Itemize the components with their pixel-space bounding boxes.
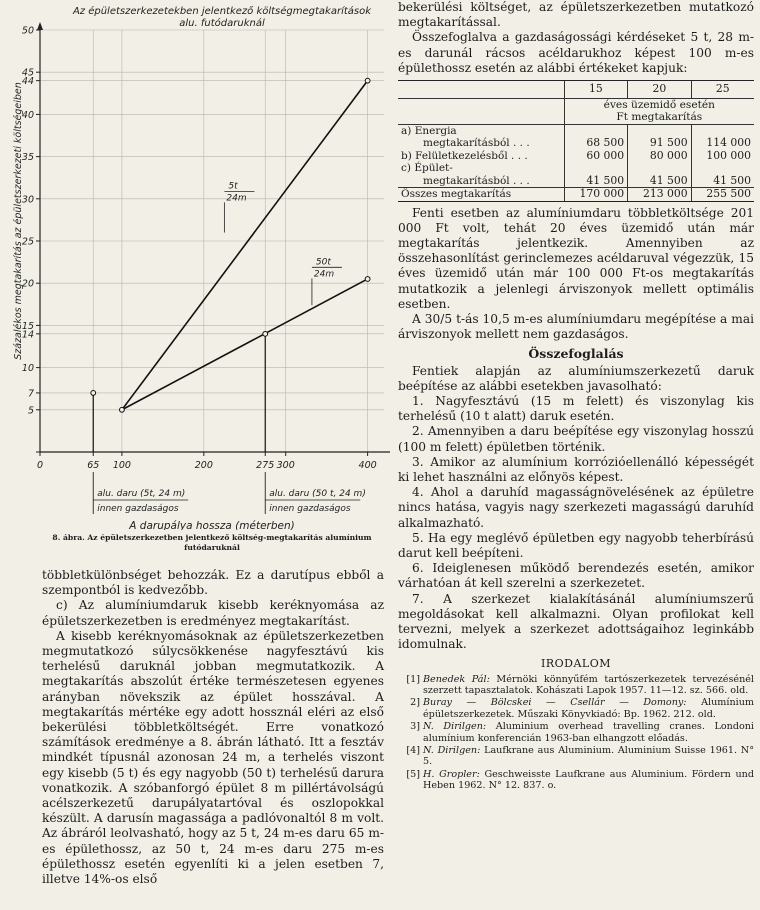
reference-number: [5]	[406, 768, 420, 780]
reference-item	[398, 721, 754, 744]
table-row	[398, 150, 754, 163]
paragraph: többletkülönbséget behozzák. Ez a darutípus ebből a szempontból is kedvezőbb.	[42, 568, 384, 598]
x-tick-label: 300	[276, 460, 295, 471]
subheader-line: éves üzemidő esetén	[603, 98, 715, 111]
y-tick-label: 7	[27, 388, 34, 400]
summary-intro: Fentiek alapján az alumíniumszerkezetű daruk beépítése az alábbi esetekben javasolható:	[398, 363, 754, 393]
list-item: 5. Ha egy meglévő épületben egy nagyobb teherbírású darut kell beépíteni.	[398, 530, 754, 560]
reference-title: Mérnöki könnyűfém tartószerkezetek tervezésénél szerzett tapasztalatok. Kohászati Lapok 1957. 11—12. sz. 566. old.	[423, 673, 755, 697]
table-row	[398, 162, 754, 188]
row-label: b) Felületkezelésből . . .	[401, 149, 528, 162]
total-cell: 170 000	[564, 188, 627, 202]
list-item: 3. Amikor az alumínium korrózióellenálló képességét ki lehet használni az előnyös képest.	[398, 454, 754, 484]
total-cell: 255 500	[691, 188, 754, 202]
y-tick-label: 25	[21, 236, 34, 248]
paragraph: Fenti esetben az alumíniumdaru többletköltsége 201 000 Ft volt, tehát 20 éves üzemidő után már megtakarítás jelentkezik. Amennyiben az összehasonlítást gerinclemezes acéldaruval végezzük, 15 éves üzemidő után már 100 000 Ft-os megtakarítás mutatkozik a jelenlegi árviszonyok mellett optimális esetben.	[398, 205, 754, 311]
references-list	[398, 674, 754, 792]
y-tick-label: 44	[21, 76, 34, 88]
annotation-text: alu. daru (5t, 24 m)	[97, 489, 186, 499]
reference-author: Buray — Bölcskei — Csellár — Domony:	[423, 697, 687, 709]
row-label-line: megtakarításból . . .	[423, 137, 530, 150]
reference-number: 2]	[410, 697, 420, 709]
y-tick-label: 20	[21, 278, 34, 290]
table-row	[398, 124, 754, 150]
row-label-line: megtakarításból . . .	[423, 174, 530, 187]
table-header-row	[398, 81, 754, 99]
figure-8	[12, 0, 402, 545]
x-tick-label: 100	[112, 460, 131, 471]
annotation-text: alu. daru (50 t, 24 m)	[269, 489, 366, 499]
x-tick-label: 0	[36, 460, 44, 471]
cell: 60 000	[564, 150, 627, 163]
cell: 100 000	[691, 150, 754, 163]
cell: 80 000	[628, 150, 691, 163]
list-item: 1. Nagyfesztávú (15 m felett) és viszonylag kis terhelésű (10 t alatt) daruk esetén.	[398, 393, 754, 424]
annotation-text: innen gazdaságos	[269, 504, 351, 514]
reference-author: N. Dirilgen:	[423, 745, 481, 757]
chart-subtitle: alu. futódaruknál	[179, 18, 265, 29]
y-axis-arrow	[37, 22, 43, 30]
row-label	[398, 124, 564, 150]
row-label-line: c) Épület-	[401, 162, 453, 175]
data-point	[91, 391, 96, 396]
list-item: 6. Ideiglenesen működő berendezés esetén, amikor várhatóan át kell szerelni a szerkezetet.	[398, 561, 754, 591]
series-label: 50t	[315, 257, 331, 268]
paragraph: Összefoglalva a gazdaságossági kérdéseket 5 t, 28 m-es darunál rácsos acéldarukhoz képest 100 m-es épülethossz esetén az alábbi értékeket kapjuk:	[398, 30, 754, 75]
series-label: 24m	[313, 269, 335, 280]
year-header: 15	[564, 81, 627, 99]
cell: 68 500	[564, 124, 627, 150]
total-cell: 213 000	[628, 188, 691, 202]
paragraph: A kisebb keréknyomásoknak az épületszerkezetben megmutatkozó súlycsökkenése nagyfesztávú kis terhelésű daruknál jobban megmutatkozik. A megtakarítás abszolút értéke természetesen egyenes arányban növekszik az épület hosszával. A megtakarítás mértéke egy adott hossznál eléri az első bekerülési többletköltségét. Erre vonatkozó számítások eredménye a 8. ábrán látható. Itt a fesztáv mindkét típusnál azonosan 24 m, a terhelés viszont egy kisebb (5 t) és egy nagyobb (50 t) terhelésű darura vonatkozik. A szóbanforgó épület 8 m pillértávolságú acélszerkezetű darupályatartóval és oszlopokkal készült. A darusín magassága a padlóvonaltól 8 m volt. Az ábráról leolvasható, hogy az 5 t, 24 m-es daru 65 m-es épülethossz, az 50 t, 24 m-es daru 275 m-es épülethossz esetén egyenlíti ki a jelen esetben 7, illetve 14%-os első	[42, 628, 384, 887]
reference-number: 3]	[410, 721, 420, 733]
y-tick-label: 35	[21, 152, 34, 164]
left-body-text	[42, 568, 384, 887]
y-tick-label: 30	[21, 194, 34, 206]
year-header: 25	[691, 81, 754, 99]
x-tick-label: 400	[358, 460, 377, 471]
cell: 41 500	[628, 162, 691, 188]
year-header: 20	[628, 81, 691, 99]
y-tick-label: 5	[27, 405, 34, 417]
reference-number: [1]	[406, 673, 420, 685]
paragraph: c) Az alumíniumdaruk kisebb keréknyomása az épületszerkezetben is eredményez megtakarítást.	[42, 598, 384, 628]
references-heading: IRODALOM	[541, 657, 611, 671]
row-label	[398, 162, 564, 188]
summary-heading: Összefoglalás	[528, 346, 624, 362]
y-axis-label: Százalékos megtakarítás az épületszerkezeti költségeiben	[13, 82, 24, 360]
summary-list	[398, 394, 754, 652]
figure-caption: 8. ábra. Az épületszerkezetben jelentkező költség-megtakarítás alumínium futódaruknál	[52, 533, 372, 552]
reference-author: Benedek Pál:	[423, 673, 490, 685]
reference-item	[398, 769, 754, 792]
reference-text	[423, 745, 754, 768]
data-point	[365, 78, 370, 83]
series-line-5t	[122, 81, 368, 410]
list-item: 4. Ahol a daruhíd magasságnövelésének az épületre nincs hatása, vagyis nagy szerkezeti magasságú daruhíd alkalmazható.	[398, 485, 754, 530]
chart-title: Az épületszerkezetekben jelentkező költségmegtakarítások	[72, 6, 372, 17]
paragraph: bekerülési költséget, az épületszerkezetben mutatkozó megtakarítással.	[398, 0, 754, 30]
y-tick-label: 14	[21, 329, 34, 341]
paragraph: A 30/5 t-ás 10,5 m-es alumíniumdaru megépítése a mai árviszonyok mellett nem gazdaságos.	[398, 311, 754, 342]
right-column	[398, 0, 754, 793]
x-tick-label: 200	[194, 460, 213, 471]
reference-text	[423, 674, 754, 697]
data-point	[365, 277, 370, 282]
table-subheader-empty	[398, 98, 564, 124]
reference-title: Laufkrane aus Aluminium. Aluminium Suisse 1961. N° 5.	[423, 745, 755, 768]
reference-author: N. Dirilgen:	[423, 721, 487, 733]
savings-chart	[12, 0, 402, 530]
reference-title: Alumínium épületszerkezetek. Műszaki Könyvkiadó: Bp. 1962. 212. old.	[423, 697, 754, 720]
y-tick-label: 40	[21, 109, 34, 121]
annotation-text: innen gazdaságos	[97, 504, 179, 514]
y-tick-label: 45	[21, 67, 34, 79]
cell: 41 500	[691, 162, 754, 188]
savings-table	[398, 80, 754, 202]
list-item: 7. A szerkezet kialakításánál alumíniumszerű megoldásokat kell alkalmazni. Olyan profilokat kell tervezni, melyek a szerkezet adottságaihoz leginkább idomulnak.	[398, 591, 754, 652]
data-point	[120, 407, 125, 412]
row-label-line: a) Energia	[401, 124, 457, 137]
reference-item	[398, 674, 754, 697]
reference-title: Geschweisste Laufkrane aus Aluminium. Fördern und Heben 1962. N° 12. 837. o.	[423, 768, 755, 792]
cell: 114 000	[691, 124, 754, 150]
subheader-line: Ft megtakarítás	[616, 111, 703, 124]
data-point	[263, 331, 268, 336]
series-label: 5t	[228, 181, 238, 192]
cell: 41 500	[564, 162, 627, 188]
x-axis-label: A darupálya hossza (méterben)	[129, 520, 295, 530]
total-label: Összes megtakarítás	[398, 188, 564, 202]
y-tick-label: 50	[21, 25, 34, 37]
reference-text	[423, 721, 754, 744]
x-tick-label: 275	[256, 460, 275, 471]
x-tick-label: 65	[87, 460, 100, 471]
reference-text	[423, 769, 754, 792]
table-subheader	[564, 98, 754, 124]
reference-title: Aluminium overhead travelling cranes. Londoni alumínium konferencián 1963-ban elhangzott előadás.	[423, 721, 754, 744]
reference-number: [4]	[406, 745, 420, 757]
table-total-row	[398, 188, 754, 202]
y-tick-label: 15	[21, 320, 34, 332]
series-label: 24m	[226, 193, 247, 204]
series-line-50t	[122, 279, 368, 410]
reference-author: H. Gropler:	[423, 768, 480, 780]
y-tick-label: 10	[21, 363, 34, 375]
table-subheader-row	[398, 98, 754, 124]
table-header-empty	[398, 81, 564, 99]
reference-item	[398, 697, 754, 720]
reference-item	[398, 745, 754, 768]
reference-text	[423, 697, 754, 720]
cell: 91 500	[628, 124, 691, 150]
list-item: 2. Amennyiben a daru beépítése egy viszonylag hosszú (100 m felett) épületben történik.	[398, 424, 754, 454]
